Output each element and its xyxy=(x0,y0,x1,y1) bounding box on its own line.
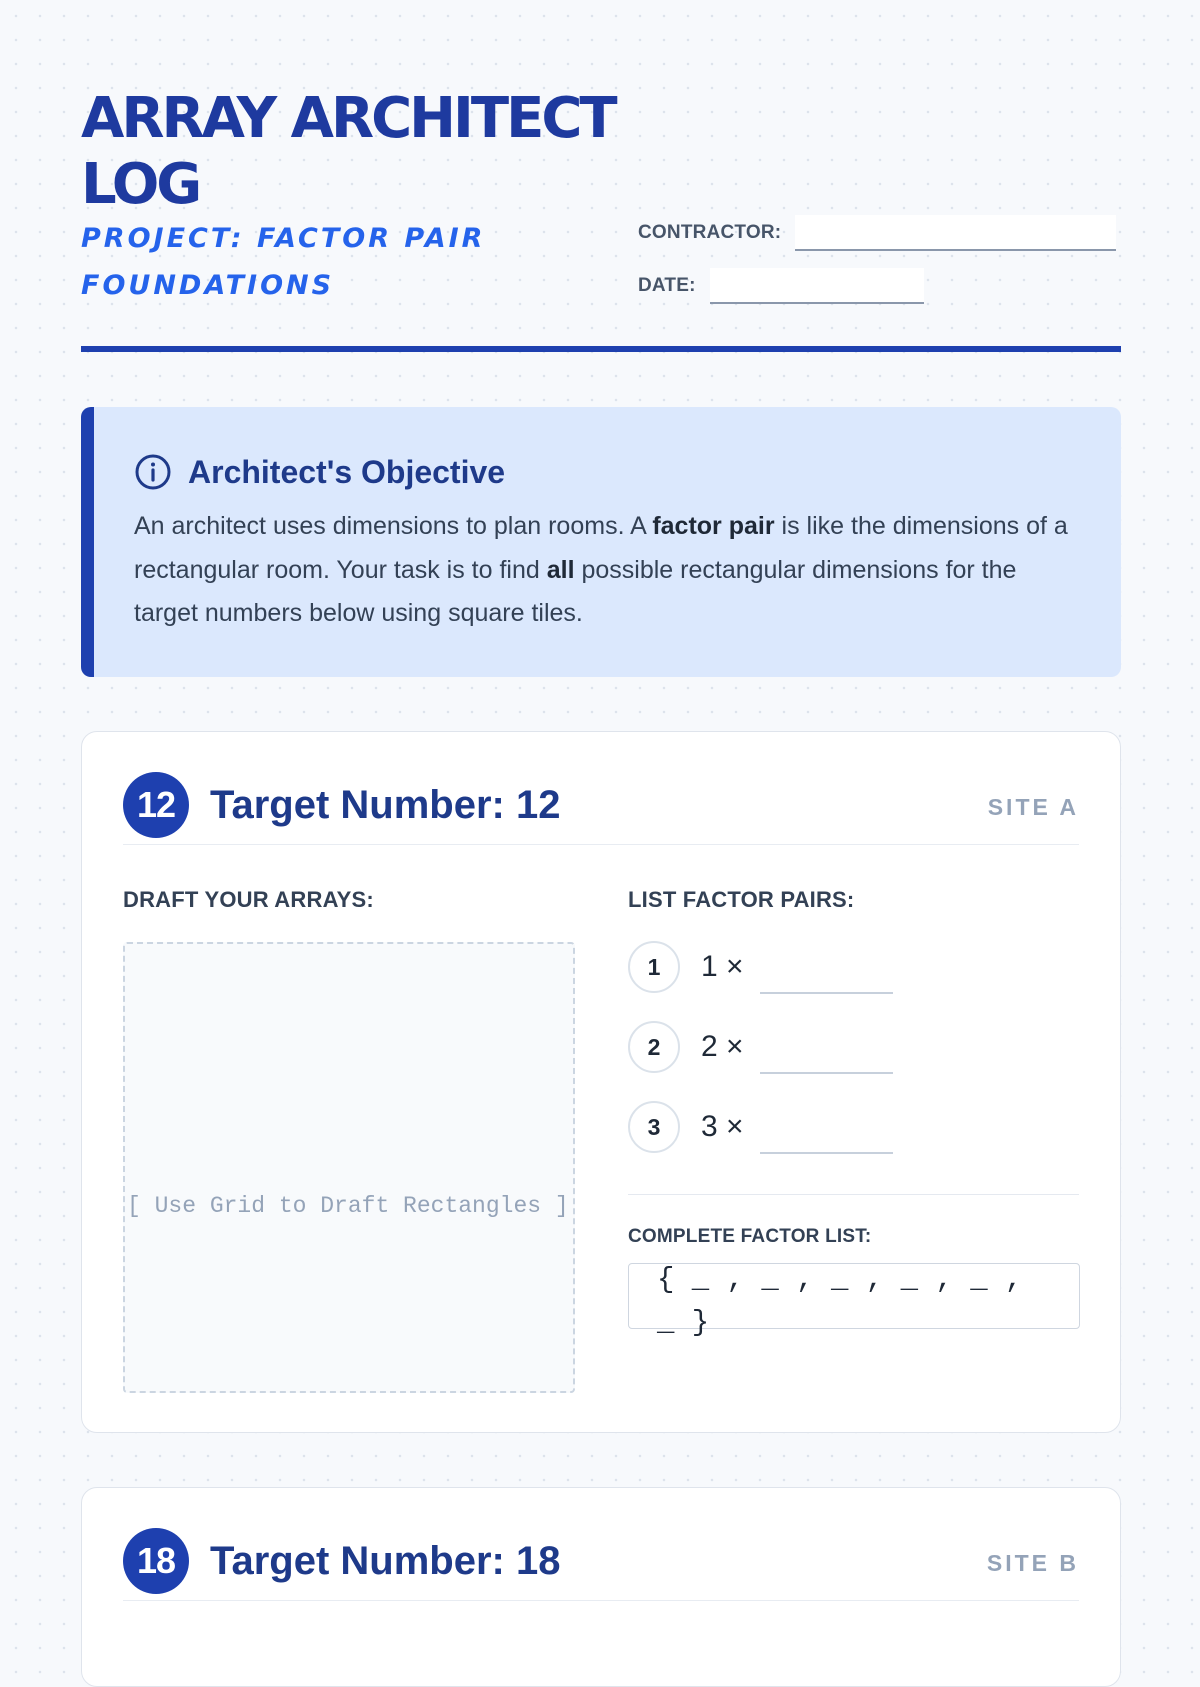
objective-bold-term: factor pair xyxy=(652,512,775,540)
objective-text xyxy=(134,505,1084,636)
objective-text-part: is like the dimensions of a rectangular room. Your task is to find xyxy=(134,512,1068,584)
pair-answer-blank[interactable] xyxy=(760,1042,893,1074)
site-card-b xyxy=(81,1487,1121,1687)
factor-list-field[interactable] xyxy=(628,1263,1080,1339)
date-label: DATE: xyxy=(638,275,696,296)
contractor-row xyxy=(638,215,1116,251)
pair-number-badge: 1 xyxy=(628,941,680,993)
pair-expression: 3 × xyxy=(701,1110,744,1143)
pair-number-badge: 2 xyxy=(628,1021,680,1073)
draft-hint: [ Use Grid to Draft Rectangles ] xyxy=(127,1193,569,1219)
target-number-badge: 18 xyxy=(123,1528,189,1594)
objective-text-part: possible rectangular dimensions for the target numbers below using square tiles. xyxy=(134,555,1017,627)
objective-text-part: An architect uses dimensions to plan rooms. A xyxy=(134,512,653,540)
site-label: SITE B xyxy=(986,1550,1079,1576)
site-header xyxy=(123,774,1079,845)
factor-list-template: { _ , _ , _ , _ , _ , _ } xyxy=(657,1263,1040,1339)
factor-pair-row xyxy=(628,1100,893,1154)
factor-pair-row xyxy=(628,1020,893,1074)
site-label: SITE A xyxy=(987,794,1079,820)
target-number-title: Target Number: 18 xyxy=(210,1539,561,1583)
site-header xyxy=(123,1530,1079,1601)
pair-answer-blank[interactable] xyxy=(760,1122,893,1154)
pair-expression: 1 × xyxy=(701,950,744,983)
info-icon xyxy=(134,453,172,491)
header-divider xyxy=(81,346,1121,352)
objective-header xyxy=(134,453,1081,491)
project-subtitle: PROJECT: FACTOR PAIR FOUNDATIONS xyxy=(81,223,486,301)
objective-title: Architect's Objective xyxy=(188,453,506,490)
pair-number-badge: 3 xyxy=(628,1101,680,1153)
contractor-field[interactable] xyxy=(795,215,1116,251)
page-title: ARRAY ARCHITECT LOG xyxy=(81,86,615,217)
factor-pairs-label: LIST FACTOR PAIRS: xyxy=(628,887,855,912)
date-row xyxy=(638,268,924,304)
target-number-title: Target Number: 12 xyxy=(210,783,561,827)
target-number-badge: 12 xyxy=(123,772,189,838)
contractor-label: CONTRACTOR: xyxy=(638,222,782,243)
section-divider xyxy=(628,1194,1079,1195)
complete-factor-list-label: COMPLETE FACTOR LIST: xyxy=(628,1226,872,1247)
objective-callout xyxy=(81,407,1121,677)
factor-pair-row xyxy=(628,940,893,994)
draft-arrays-label: DRAFT YOUR ARRAYS: xyxy=(123,887,374,912)
objective-bold-term: all xyxy=(546,555,575,584)
date-field[interactable] xyxy=(710,268,924,304)
site-card-a xyxy=(81,731,1121,1433)
draft-area[interactable] xyxy=(123,942,575,1393)
pair-expression: 2 × xyxy=(701,1030,744,1063)
pair-answer-blank[interactable] xyxy=(760,962,893,994)
